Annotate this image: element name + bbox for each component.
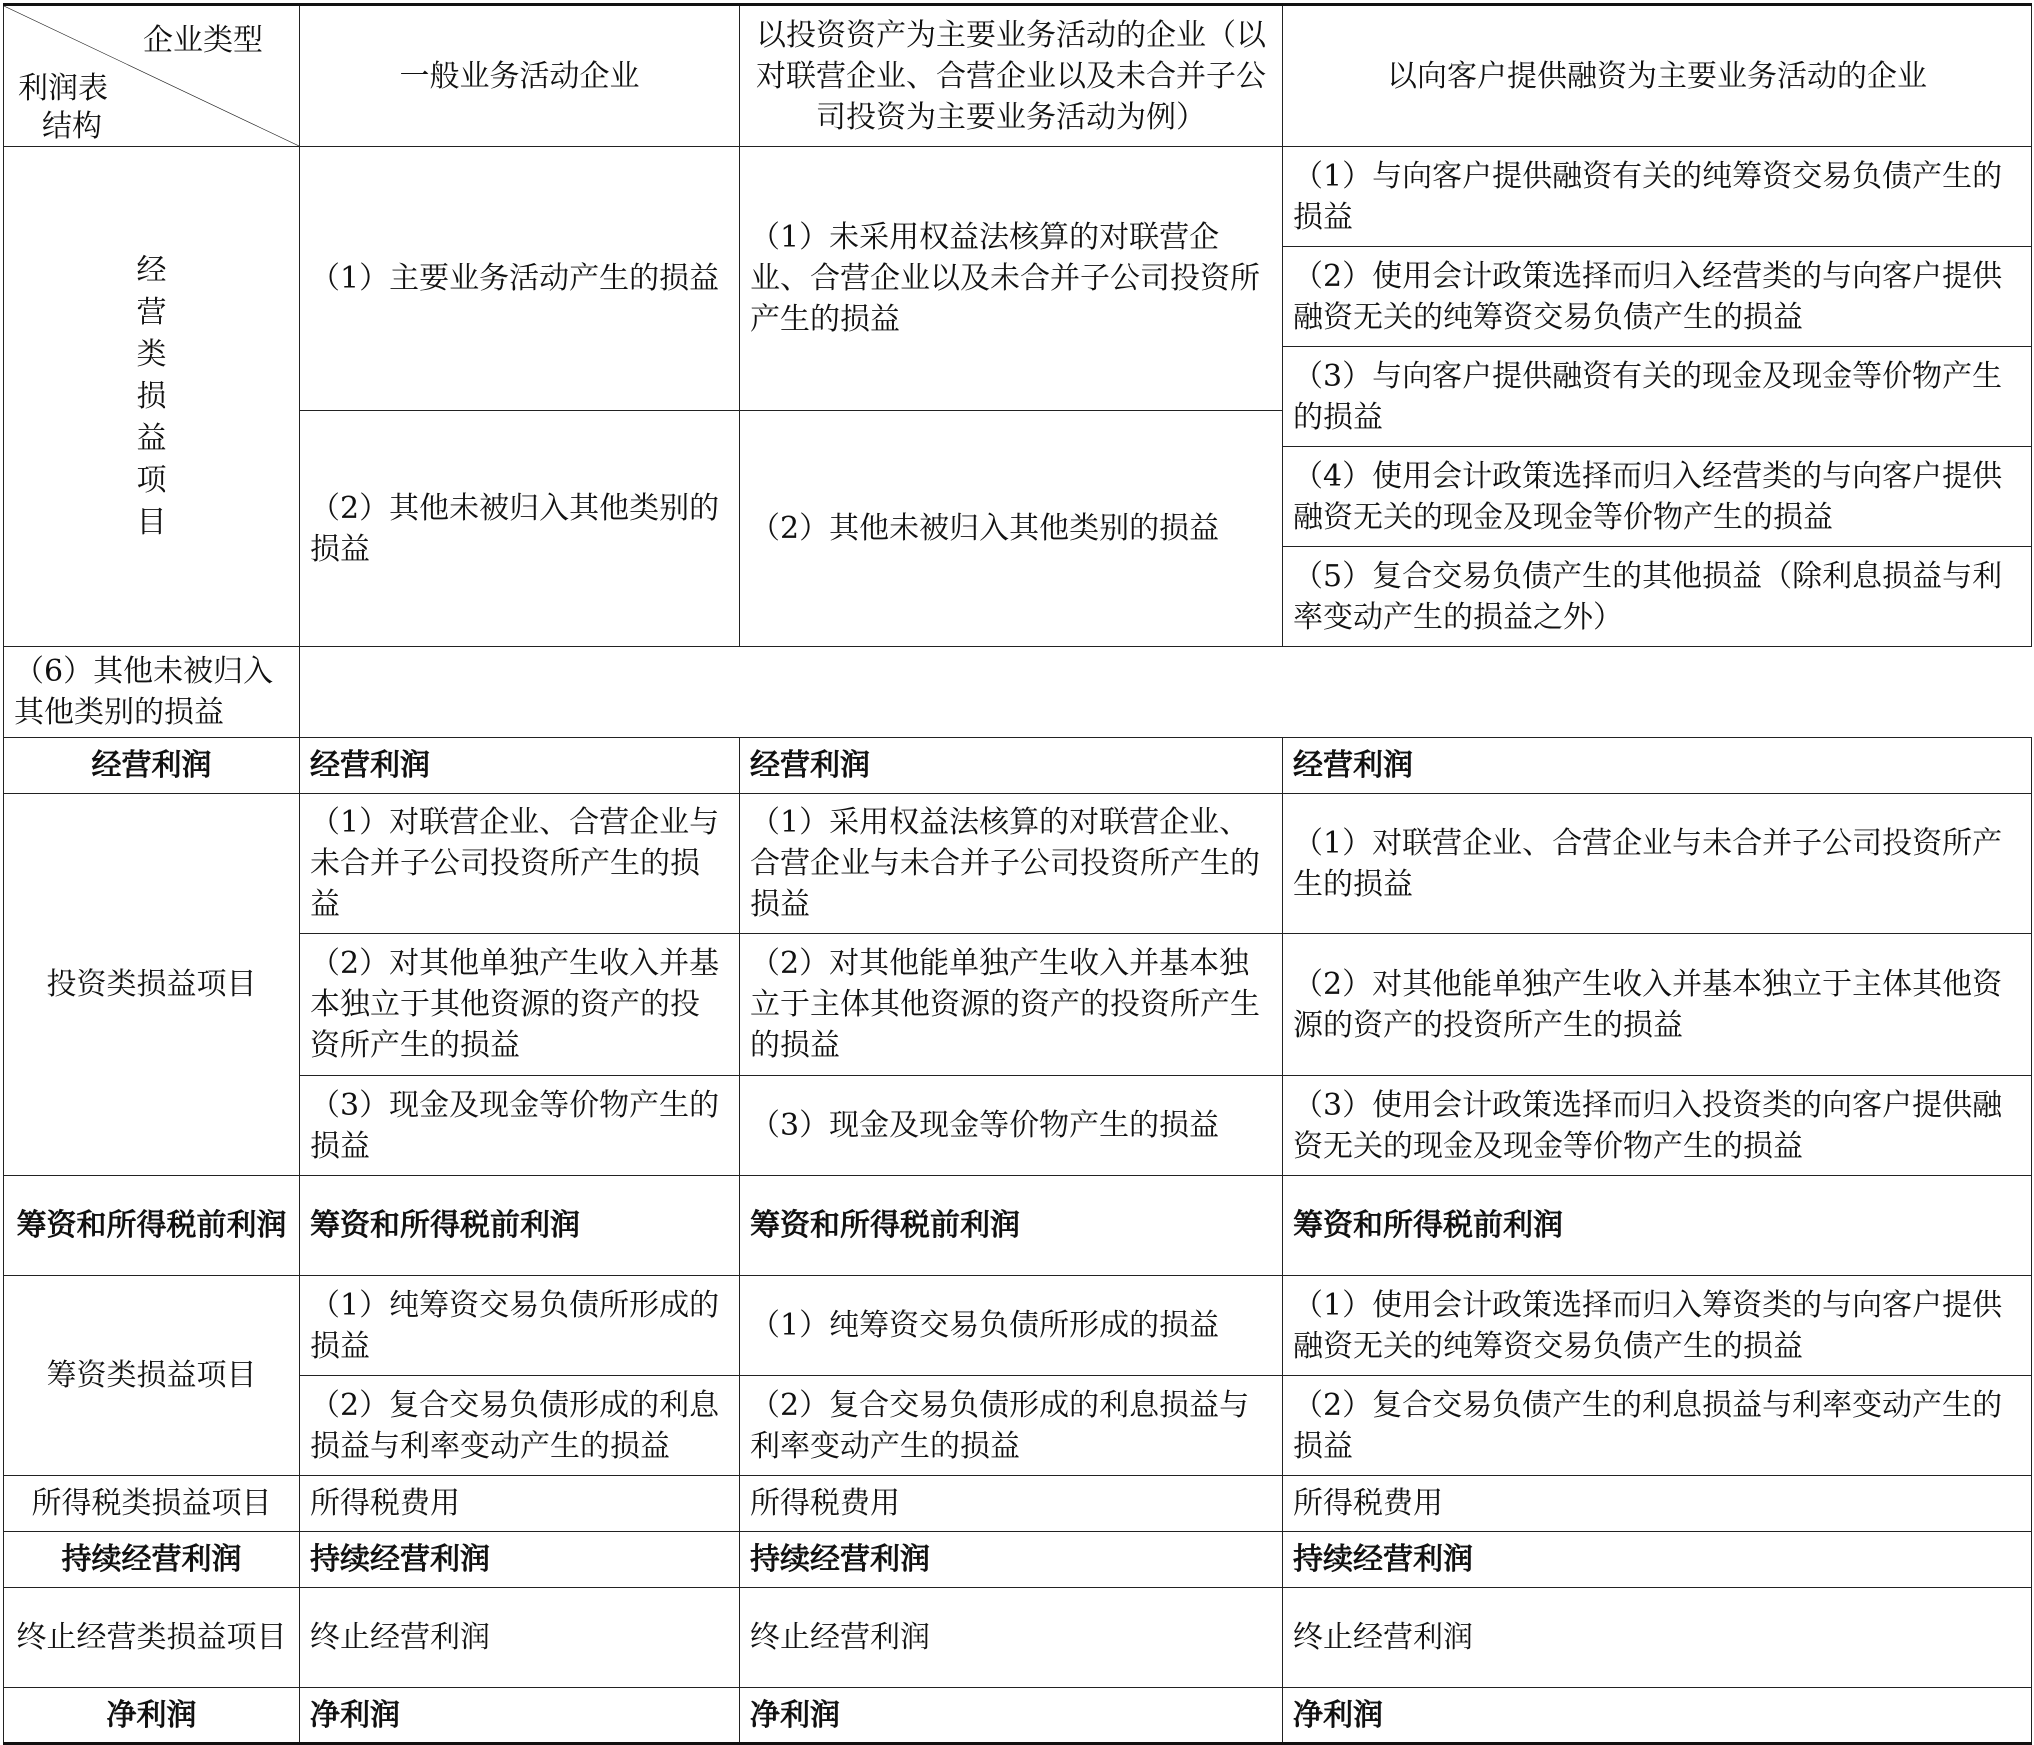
income-tax-label: 所得税类损益项目: [4, 1476, 300, 1532]
income-tax-general: 所得税费用: [300, 1476, 740, 1532]
financing-financing-item-2: （2）复合交易负债产生的利息损益与利率变动产生的损益: [1283, 1376, 2032, 1476]
financing-operating-item-4: （4）使用会计政策选择而归入经营类的与向客户提供融资无关的现金及现金等价物产生的损益: [1283, 447, 2032, 547]
investing-financing-item-3: （3）使用会计政策选择而归入投资类的向客户提供融资无关的现金及现金等价物产生的损益: [1283, 1076, 2032, 1176]
column-header-investment: 以投资资产为主要业务活动的企业（以对联营企业、合营企业以及未合并子公司投资为主要业务活动为例）: [740, 5, 1283, 147]
operating-profit-row: [4, 738, 2032, 794]
general-operating-item-2: （2）其他未被归入其他类别的损益: [300, 411, 740, 647]
column-header-financing: 以向客户提供融资为主要业务活动的企业: [1283, 5, 2032, 147]
investing-investment-item-1: （1）采用权益法核算的对联营企业、合营企业与未合并子公司投资所产生的损益: [740, 794, 1283, 934]
net-profit-label: 净利润: [4, 1688, 300, 1744]
financing-items-label: 筹资类损益项目: [4, 1276, 300, 1476]
continuing-profit-general: 持续经营利润: [300, 1532, 740, 1588]
investing-financing-item-2: （2）对其他能单独产生收入并基本独立于主体其他资源的资产的投资所产生的损益: [1283, 934, 2032, 1076]
discontinued-general: 终止经营利润: [300, 1588, 740, 1688]
company-type-label: 企业类型: [143, 23, 263, 58]
investing-general-item-1: （1）对联营企业、合营企业与未合并子公司投资所产生的损益: [300, 794, 740, 934]
net-profit-row: [4, 1688, 2032, 1744]
corner-header-cell: [4, 5, 300, 147]
financing-financing-item-1: （1）使用会计政策选择而归入筹资类的与向客户提供融资无关的纯筹资交易负债产生的损益: [1283, 1276, 2032, 1376]
financing-general-item-2: （2）复合交易负债形成的利息损益与利率变动产生的损益: [300, 1376, 740, 1476]
pre-tax-profit-general: 筹资和所得税前利润: [300, 1176, 740, 1276]
investing-investment-item-2: （2）对其他能单独产生收入并基本独立于主体其他资源的资产的投资所产生的损益: [740, 934, 1283, 1076]
net-profit-financing: 净利润: [1283, 1688, 2032, 1744]
general-operating-item-1: （1）主要业务活动产生的损益: [300, 147, 740, 411]
investment-operating-item-2: （2）其他未被归入其他类别的损益: [740, 411, 1283, 647]
investing-row-3: [4, 1076, 2032, 1176]
investing-general-item-3: （3）现金及现金等价物产生的损益: [300, 1076, 740, 1176]
investing-row-1: [4, 794, 2032, 934]
pre-tax-profit-row: [4, 1176, 2032, 1276]
column-header-general: 一般业务活动企业: [300, 5, 740, 147]
discontinued-financing: 终止经营利润: [1283, 1588, 2032, 1688]
pre-tax-profit-label: 筹资和所得税前利润: [4, 1176, 300, 1276]
continuing-profit-label: 持续经营利润: [4, 1532, 300, 1588]
financing-row-2: [4, 1376, 2032, 1476]
discontinued-label: 终止经营类损益项目: [4, 1588, 300, 1688]
investment-operating-item-1: （1）未采用权益法核算的对联营企业、合营企业以及未合并子公司投资所产生的损益: [740, 147, 1283, 411]
financing-operating-item-1: （1）与向客户提供融资有关的纯筹资交易负债产生的损益: [1283, 147, 2032, 247]
pre-tax-profit-investment: 筹资和所得税前利润: [740, 1176, 1283, 1276]
operating-items-label: 经 营 类 损 益 项 目: [4, 147, 300, 647]
net-profit-general: 净利润: [300, 1688, 740, 1744]
financing-row-1: [4, 1276, 2032, 1376]
financing-investment-item-1: （1）纯筹资交易负债所形成的损益: [740, 1276, 1283, 1376]
operating-profit-general: 经营利润: [300, 738, 740, 794]
pre-tax-profit-financing: 筹资和所得税前利润: [1283, 1176, 2032, 1276]
investing-general-item-2: （2）对其他单独产生收入并基本独立于其他资源的资产的投资所产生的损益: [300, 934, 740, 1076]
operating-profit-label: 经营利润: [4, 738, 300, 794]
operating-row-7: [4, 647, 2032, 738]
income-tax-financing: 所得税费用: [1283, 1476, 2032, 1532]
financing-operating-item-5: （5）复合交易负债产生的其他损益（除利息损益与利率变动产生的损益之外）: [1283, 547, 2032, 647]
investing-row-2: [4, 934, 2032, 1076]
income-tax-investment: 所得税费用: [740, 1476, 1283, 1532]
investing-financing-item-1: （1）对联营企业、合营企业与未合并子公司投资所产生的损益: [1283, 794, 2032, 934]
financing-operating-item-6: （6）其他未被归入其他类别的损益: [4, 647, 300, 738]
discontinued-investment: 终止经营利润: [740, 1588, 1283, 1688]
income-statement-structure-table: [3, 3, 2032, 1745]
structure-label-line2: 结构: [42, 109, 102, 144]
structure-label-line1: 利润表: [18, 71, 108, 106]
continuing-profit-financing: 持续经营利润: [1283, 1532, 2032, 1588]
operating-profit-financing: 经营利润: [1283, 738, 2032, 794]
financing-general-item-1: （1）纯筹资交易负债所形成的损益: [300, 1276, 740, 1376]
operating-row-1: [4, 147, 2032, 247]
continuing-profit-investment: 持续经营利润: [740, 1532, 1283, 1588]
financing-operating-item-3: （3）与向客户提供融资有关的现金及现金等价物产生的损益: [1283, 347, 2032, 447]
continuing-profit-row: [4, 1532, 2032, 1588]
header-row: [4, 5, 2032, 147]
financing-operating-item-2: （2）使用会计政策选择而归入经营类的与向客户提供融资无关的纯筹资交易负债产生的损益: [1283, 247, 2032, 347]
financing-investment-item-2: （2）复合交易负债形成的利息损益与利率变动产生的损益: [740, 1376, 1283, 1476]
investing-investment-item-3: （3）现金及现金等价物产生的损益: [740, 1076, 1283, 1176]
net-profit-investment: 净利润: [740, 1688, 1283, 1744]
discontinued-row: [4, 1588, 2032, 1688]
income-tax-row: [4, 1476, 2032, 1532]
investing-items-label: 投资类损益项目: [4, 794, 300, 1176]
operating-profit-investment: 经营利润: [740, 738, 1283, 794]
structure-label: [18, 70, 108, 146]
